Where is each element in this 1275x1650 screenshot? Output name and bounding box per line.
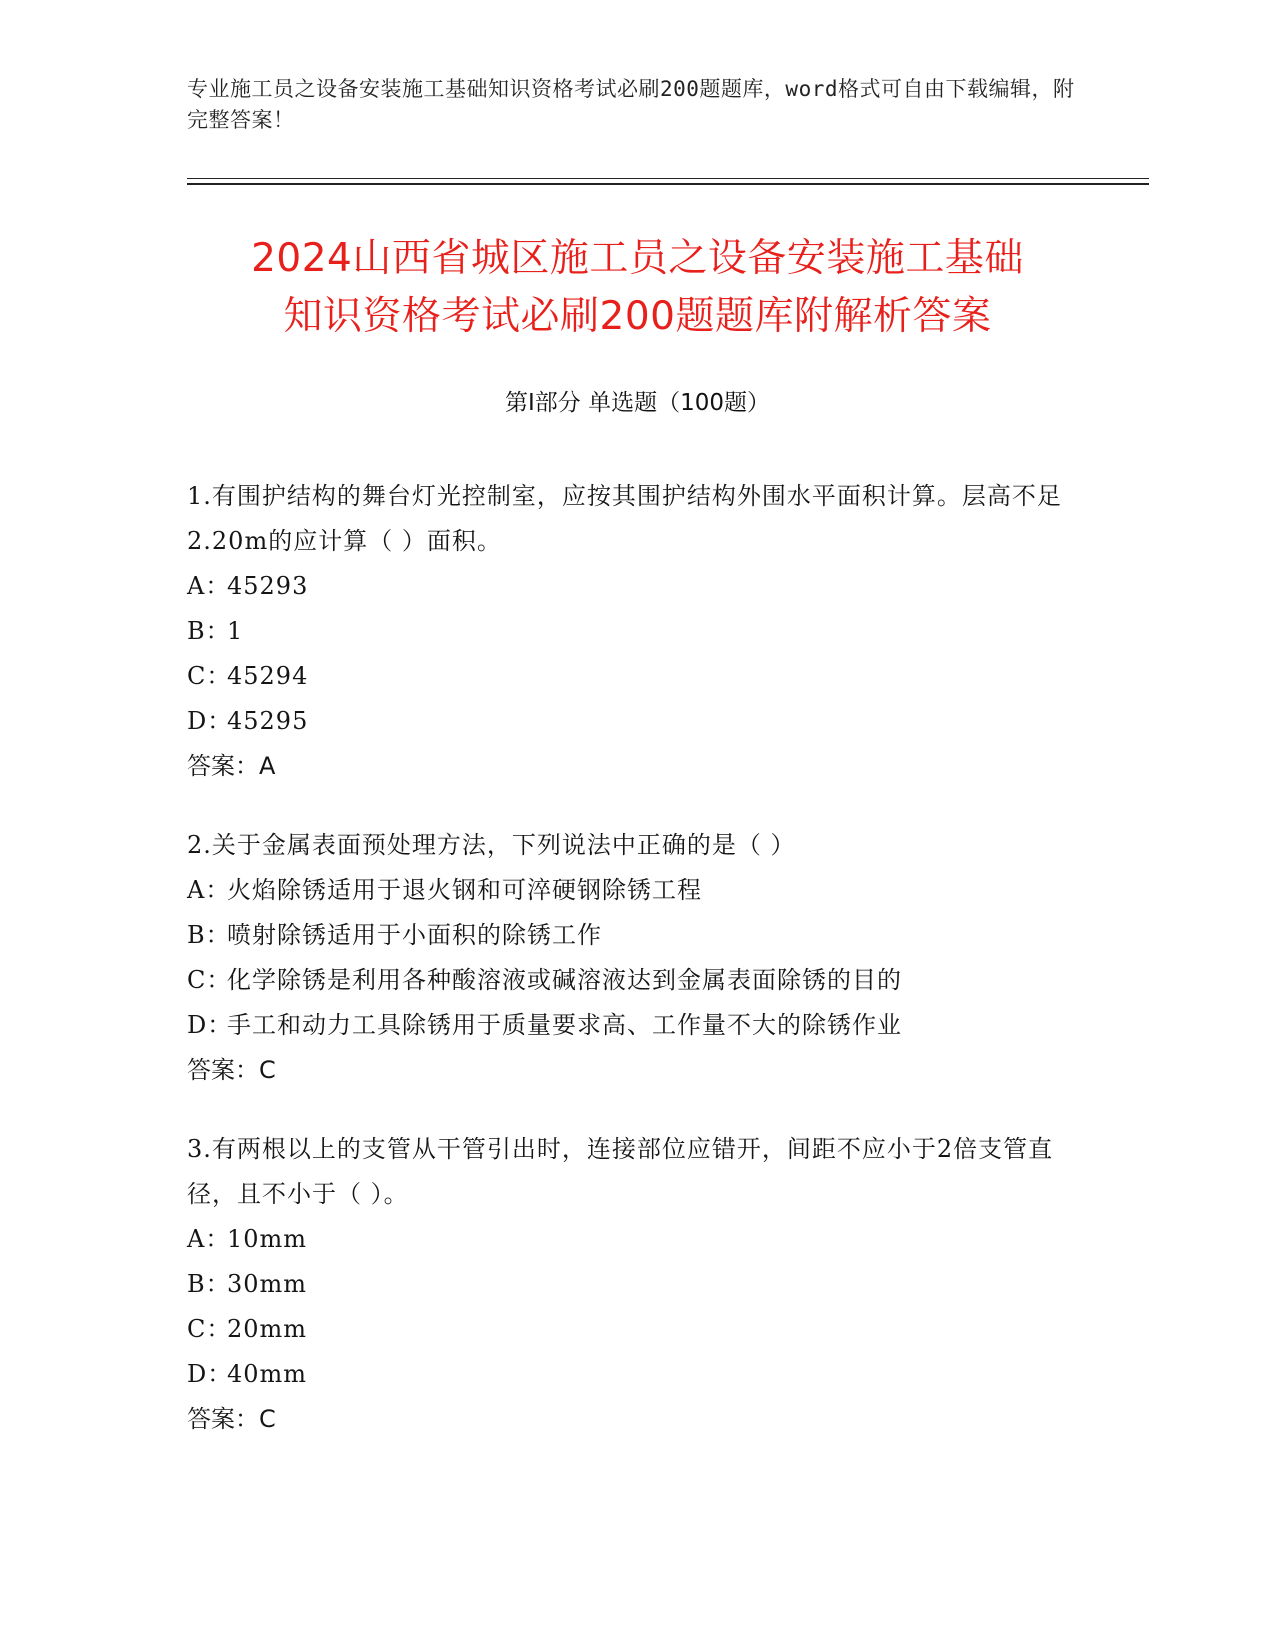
option-letter: B： — [187, 617, 231, 645]
question-stem: 1.有围护结构的舞台灯光控制室，应按其围护结构外围水平面积计算。层高不足2.20m的应计算（ ）面积。 — [187, 482, 1062, 555]
question-stem: 3.有两根以上的支管从干管引出时，连接部位应错开，间距不应小于2倍支管直径，且不小于（ ）。 — [187, 1135, 1054, 1208]
option-letter: C： — [187, 1315, 232, 1343]
option-a — [187, 868, 1067, 913]
answer-line: 答案：C — [187, 1056, 276, 1084]
option-letter: D： — [187, 707, 233, 735]
option-c — [187, 958, 1067, 1003]
option-text: 火焰除锈适用于退火钢和可淬硬钢除锈工程 — [227, 876, 702, 904]
header-note: 专业施工员之设备安装施工基础知识资格考试必刷200题题库，word格式可自由下载编辑，附完整答案！ — [187, 77, 1075, 132]
option-text: 手工和动力工具除锈用于质量要求高、工作量不大的除锈作业 — [227, 1011, 902, 1039]
answer-line: 答案：C — [187, 1405, 276, 1433]
option-letter: A： — [187, 876, 231, 904]
option-a — [187, 564, 1067, 609]
option-letter: D： — [187, 1011, 233, 1039]
section-title: 第Ⅰ部分 单选题（100题） — [505, 390, 770, 416]
option-b — [187, 1262, 1067, 1307]
option-c — [187, 1307, 1067, 1352]
document-title-line-2: 知识资格考试必刷200题题库附解析答案 — [283, 294, 992, 339]
option-letter: D： — [187, 1360, 233, 1388]
option-letter: A： — [187, 1225, 231, 1253]
option-letter: B： — [187, 921, 231, 949]
option-text: 10mm — [227, 1225, 308, 1253]
question-list — [187, 474, 1067, 1476]
header-divider-thin — [187, 178, 1149, 179]
option-c — [187, 654, 1067, 699]
question-3 — [187, 1127, 1067, 1442]
option-text: 45295 — [227, 707, 309, 735]
option-text: 45293 — [227, 572, 309, 600]
option-text: 1 — [227, 617, 244, 645]
option-a — [187, 1217, 1067, 1262]
question-stem: 2.关于金属表面预处理方法，下列说法中正确的是（ ） — [187, 831, 796, 859]
question-1 — [187, 474, 1067, 789]
question-2 — [187, 823, 1067, 1093]
option-letter: A： — [187, 572, 231, 600]
document-title-line-1: 2024山西省城区施工员之设备安装施工基础 — [251, 236, 1024, 281]
option-text: 喷射除锈适用于小面积的除锈工作 — [227, 921, 602, 949]
option-b — [187, 609, 1067, 654]
document-title — [150, 230, 1125, 346]
option-letter: C： — [187, 662, 232, 690]
option-letter: C： — [187, 966, 232, 994]
option-d — [187, 1352, 1067, 1397]
option-text: 45294 — [227, 662, 309, 690]
option-b — [187, 913, 1067, 958]
option-text: 40mm — [227, 1360, 308, 1388]
option-d — [187, 1003, 1067, 1048]
option-text: 30mm — [227, 1270, 308, 1298]
header-divider-thick — [187, 183, 1149, 185]
option-text: 化学除锈是利用各种酸溶液或碱溶液达到金属表面除锈的目的 — [227, 966, 902, 994]
option-letter: B： — [187, 1270, 231, 1298]
option-text: 20mm — [227, 1315, 308, 1343]
option-d — [187, 699, 1067, 744]
answer-line: 答案：A — [187, 752, 276, 780]
